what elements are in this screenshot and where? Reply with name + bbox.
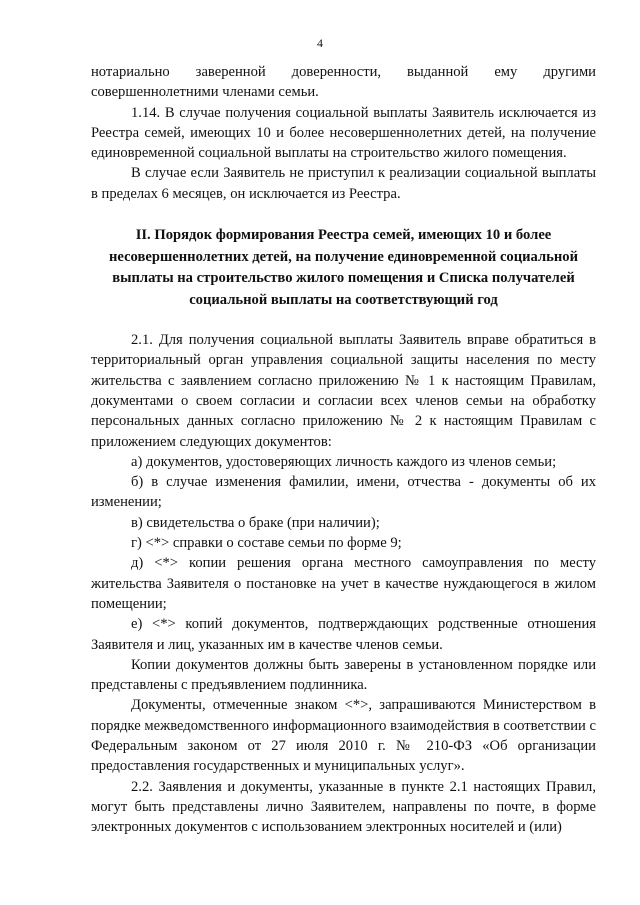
heading-line: несовершеннолетних детей, на получение единовременной социальной (109, 248, 578, 265)
document-body (91, 62, 596, 838)
paragraph-requests: Документы, отмеченные знаком <*>, запрашиваются Министерством в порядке межведомственного информационного взаимодействия в соответствии с Федеральным законом от 27 июля 2010 г. № 210-ФЗ «Об организации предоставления государственных и муниципальных услуг». (91, 697, 596, 775)
paragraph-2-1: 2.1. Для получения социальной выплаты Заявитель вправе обратиться в территориальный орган управления социальной защиты населения по месту жительства с заявлением согласно приложению № 1 к настоящим Правилам, документами о своем согласии и согласии всех членов семьи на обработку персональных данных согласно приложению № 2 к настоящим Правилам с приложением следующих документов: (91, 332, 596, 450)
heading-line: социальной выплаты на соответствующий год (189, 291, 498, 308)
list-item-a: а) документов, удостоверяющих личность каждого из членов семьи; (131, 453, 557, 470)
page-number: 4 (317, 36, 323, 50)
paragraph-copies: Копии документов должны быть заверены в установленном порядке или представлены с предъявлением подлинника. (91, 656, 596, 694)
list-item-e: е) <*> копий документов, подтверждающих родственные отношения Заявителя и лиц, указанных им в качестве членов семьи. (91, 616, 596, 653)
paragraph-continuation: нотариально заверенной доверенности, выданной ему другими совершеннолетними членами семьи. (91, 64, 596, 101)
list-item-b: б) в случае изменения фамилии, имени, отчества - документы об их изменении; (91, 474, 596, 511)
section-heading (91, 225, 596, 311)
heading-line: выплаты на строительство жилого помещения и Списка получателей (112, 270, 575, 287)
list-item-d: д) <*> копии решения органа местного самоуправления по месту жительства Заявителя о постановке на учет в качестве нуждающегося в жилом помещении; (91, 555, 596, 612)
paragraph-2-2: 2.2. Заявления и документы, указанные в пункте 2.1 настоящих Правил, могут быть представлены лично Заявителем, направлены по почте, в форме электронных документов с использованием электронных носителей и (или) (91, 778, 596, 836)
list-item-v: в) свидетельства о браке (при наличии); (131, 514, 380, 531)
paragraph-1-14: 1.14. В случае получения социальной выплаты Заявитель исключается из Реестра семей, имеющих 10 и более несовершеннолетних детей, на получение единовременной социальной выплаты на строительство жилого помещения. (91, 104, 596, 162)
list-item-g: г) <*> справки о составе семьи по форме 9; (131, 535, 402, 552)
paragraph-exclusion: В случае если Заявитель не приступил к реализации социальной выплаты в пределах 6 месяцев, он исключается из Реестра. (91, 165, 596, 202)
heading-line: II. Порядок формирования Реестра семей, имеющих 10 и более (135, 227, 552, 244)
